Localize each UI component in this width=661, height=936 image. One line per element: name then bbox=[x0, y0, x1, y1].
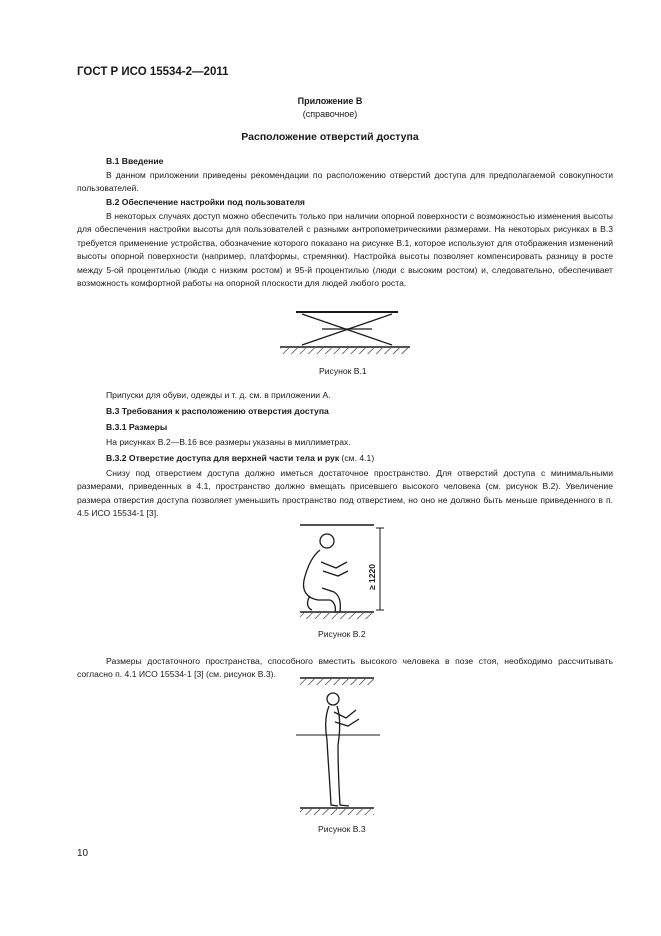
section-b31-heading: В.3.1 Размеры bbox=[106, 422, 168, 432]
section-b2-text: В некоторых случаях доступ можно обеспечить только при наличии опорной поверхности с возможностью изменения высоты для обеспечения настройки высоты для пользователей с разными антропометрическими размерами. На некоторых рисунках в В.3 требуется применение устройства, обозначение которого показано на рисунке В.1, которое используют для отображения изменений высоты опорной поверхности (например, платформы, стремянки). Настройка высоты позволяет компенсировать разницу в росте между 5-ой процентилью (люди с низким ростом) и 95-й процентилью (люди с высоким ростом) и, следовательно, обеспечивает возможность комфортной работы на опорной плоскости для людей любого роста. bbox=[77, 211, 613, 289]
figure-b1-caption: Рисунок В.1 bbox=[319, 366, 367, 376]
appendix-label: Приложение В bbox=[297, 96, 363, 106]
standing-text: Размеры достаточного пространства, способного вместить высокого человека в позе стоя, необходимо рассчитывать согласно п. 4.1 ИСО 15534-1 [3] (см. рисунок В.3). bbox=[77, 656, 613, 680]
section-b31-text: На рисунках В.2—В.16 все размеры указаны в миллиметрах. bbox=[106, 437, 351, 447]
section-b32-ref: (см. 4.1) bbox=[339, 453, 375, 463]
appendix-type: (справочное) bbox=[302, 109, 358, 119]
section-b1-heading: В.1 Введение bbox=[106, 156, 164, 166]
figure-b2-dimension-label: ≥ 1220 bbox=[367, 564, 377, 590]
appendix-title: Расположение отверстий доступа bbox=[241, 131, 419, 143]
figure-b3-standing-person bbox=[296, 678, 380, 815]
figure-b1-height-adjust-symbol bbox=[280, 312, 410, 354]
section-b3-heading: В.3 Требования к расположению отверстия доступа bbox=[106, 406, 329, 416]
section-b1-text: В данном приложении приведены рекомендации по расположению отверстий доступа для предполагаемой совокупности пользователей. bbox=[77, 170, 613, 194]
page-number: 10 bbox=[77, 848, 89, 859]
allowances-note: Припуски для обуви, одежды и т. д. см. в приложении А. bbox=[106, 390, 331, 400]
document-code: ГОСТ Р ИСО 15534-2—2011 bbox=[77, 66, 229, 78]
section-b2-heading: В.2 Обеспечение настройки под пользователя bbox=[106, 197, 305, 207]
figure-b3-caption: Рисунок В.3 bbox=[318, 824, 366, 834]
section-b32-heading: В.3.2 Отверстие доступа для верхней части тела и рук bbox=[106, 453, 340, 463]
figure-b2-caption: Рисунок В.2 bbox=[318, 629, 366, 639]
section-b32-text: Снизу под отверстием доступа должно иметься достаточное пространство. Для отверстий доступа с минимальными размерами, приведенных в 4.1, пространство должно вмещать присевшего высокого человека (см. рисунок В.2). Увеличение размера отверстия доступа позволяет уменьшить пространство под отверстием, но оно не должно быть меньше приведенного в п. 4.5 ИСО 15534-1 [3]. bbox=[77, 468, 613, 519]
